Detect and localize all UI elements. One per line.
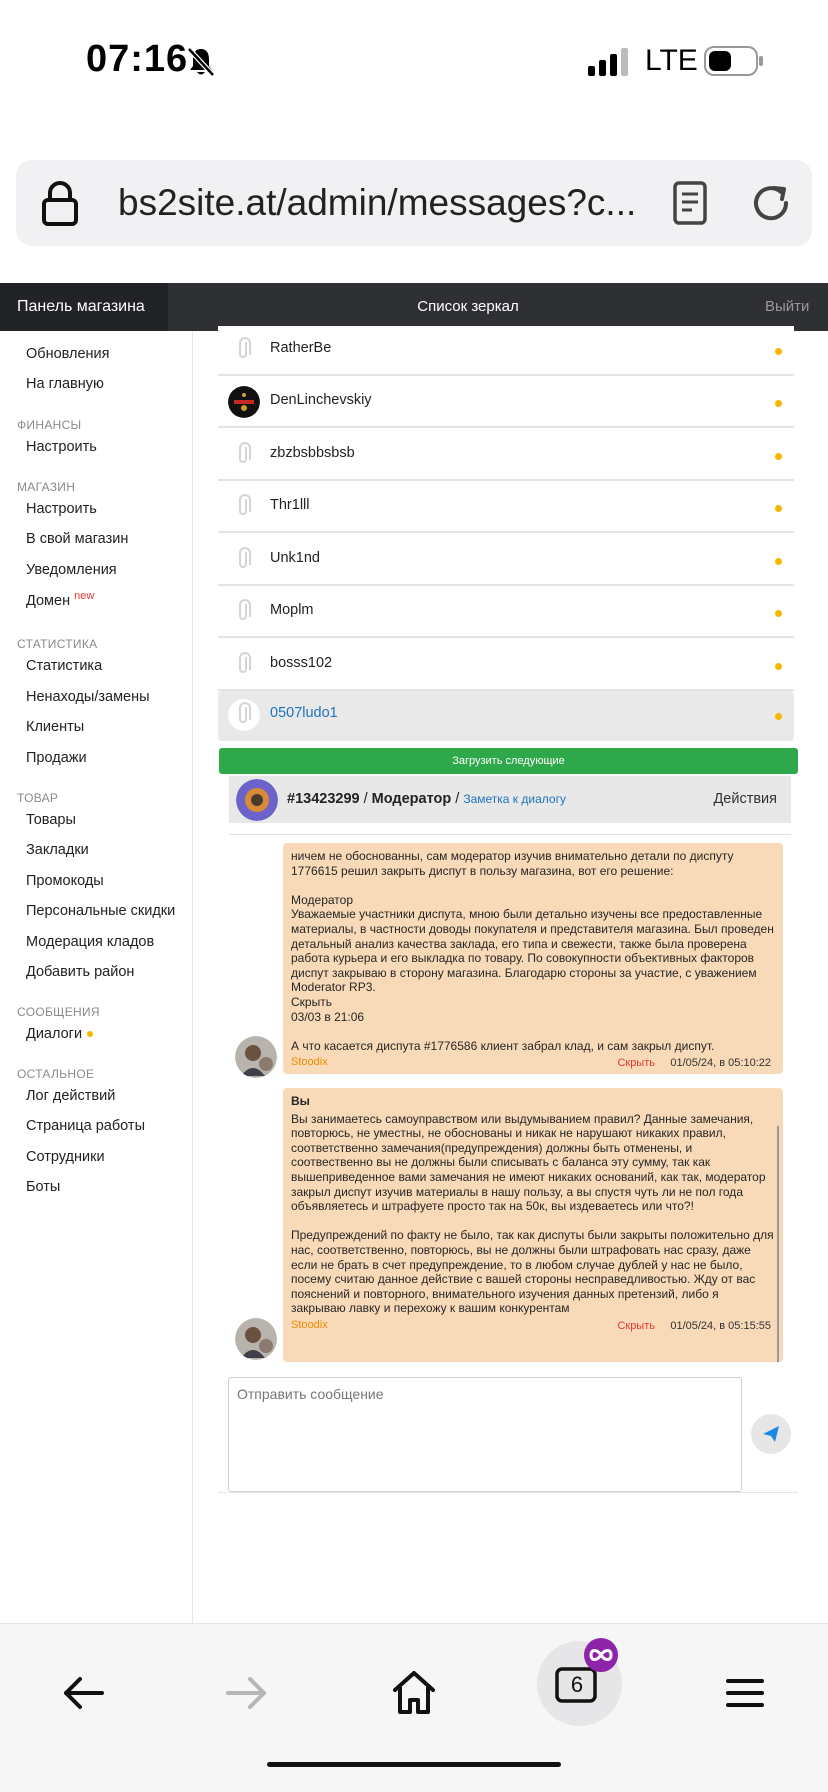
dialog-row[interactable] xyxy=(218,326,794,376)
hide-message-link[interactable]: Скрыть xyxy=(617,1057,655,1070)
divider xyxy=(218,1492,798,1493)
dialog-row[interactable] xyxy=(218,641,794,691)
message-text: ничем не обоснованны, сам модератор изучив внимательно детали по диспуту 1776615 решил закрыть диспут в пользу магазина, вот его решение: Модератор Уважаемые участники диспута, мною были детально изучены все предоставленные материалы, в частности доводы покупателя и представителя магазина. Был проведен детальный анализ качества заклада, его типа и свежести, также была проверена работа курьера и его выкладка по товару. По совокупности объективных факторов диспут закрываю в сторону магазина. Благодарю стороны за участие, с уважением Moderator RP3. Скрыть 03/03 в 21:06 А что касается диспута #1776586 клиент забрал клад, и сам закрыл диспут. xyxy=(291,849,774,1053)
sender-avatar xyxy=(235,1318,277,1360)
send-button[interactable] xyxy=(751,1414,791,1454)
chat-header xyxy=(229,776,791,823)
dialog-name: RatherBe xyxy=(270,340,332,356)
sender-avatar xyxy=(235,1036,277,1078)
battery-icon xyxy=(704,45,764,77)
status-dot xyxy=(775,610,782,617)
sidebar-item-notifications[interactable]: Уведомления xyxy=(26,562,117,578)
dialog-row[interactable] xyxy=(218,378,794,428)
status-dot xyxy=(775,558,782,565)
sidebar-item-domain-label: Домен xyxy=(26,593,71,609)
message-author: Вы xyxy=(291,1094,310,1108)
sidebar-item-dialogs[interactable] xyxy=(26,1026,93,1042)
status-time: 07:16 xyxy=(86,38,189,80)
sidebar-section-messages: СООБЩЕНИЯ xyxy=(17,1005,100,1019)
panel-title[interactable]: Панель магазина xyxy=(0,283,168,331)
message-sender[interactable]: Stoodix xyxy=(291,1056,328,1069)
sidebar-item-finance-settings[interactable]: Настроить xyxy=(26,439,97,455)
sidebar-item-bots[interactable]: Боты xyxy=(26,1179,61,1195)
attachment-icon xyxy=(228,334,260,366)
dialog-name: Thr1lll xyxy=(270,497,310,513)
private-mode-icon xyxy=(583,1637,619,1673)
sidebar xyxy=(0,331,193,1623)
dialog-row[interactable] xyxy=(218,483,794,533)
send-icon xyxy=(751,1414,791,1454)
tabs-button[interactable] xyxy=(537,1641,622,1726)
dialog-id: #13423299 xyxy=(287,791,360,807)
message-bubble xyxy=(283,843,783,1074)
home-indicator xyxy=(267,1762,561,1767)
mirrors-link[interactable]: Список зеркал xyxy=(417,298,519,315)
title-separator: / xyxy=(359,791,372,807)
attachment-icon xyxy=(228,699,260,731)
dialog-name: Unk1nd xyxy=(270,550,320,566)
attachment-icon xyxy=(228,491,260,523)
reload-icon[interactable] xyxy=(748,180,794,226)
actions-dropdown[interactable]: Действия xyxy=(713,791,777,807)
sidebar-item-bookmarks[interactable]: Закладки xyxy=(26,842,89,858)
message-bubble-own xyxy=(283,1088,783,1362)
message-time: 01/05/24, в 05:15:55 xyxy=(670,1319,771,1332)
status-dot xyxy=(775,400,782,407)
sidebar-item-action-log[interactable]: Лог действий xyxy=(26,1088,116,1104)
chat-title xyxy=(287,791,566,807)
admin-topbar xyxy=(0,283,828,331)
message-footer xyxy=(291,1316,775,1334)
sidebar-item-to-shop[interactable]: В свой магазин xyxy=(26,531,129,547)
sidebar-item-goods[interactable]: Товары xyxy=(26,812,76,828)
new-badge: new xyxy=(74,590,95,602)
load-next-button[interactable]: Загрузить следующие xyxy=(219,748,798,774)
status-dot xyxy=(775,453,782,460)
divider xyxy=(229,834,791,835)
sidebar-item-staff[interactable]: Сотрудники xyxy=(26,1149,105,1165)
sidebar-item-add-district[interactable]: Добавить район xyxy=(26,964,135,980)
attachment-icon xyxy=(228,649,260,681)
message-input[interactable] xyxy=(228,1377,742,1492)
sidebar-item-domain[interactable] xyxy=(26,590,95,609)
sidebar-item-updates[interactable]: Обновления xyxy=(26,346,110,362)
status-dot xyxy=(775,505,782,512)
chat-scrollbar[interactable] xyxy=(777,1126,779,1362)
sidebar-item-statistics[interactable]: Статистика xyxy=(26,658,103,674)
dialog-role: Модератор xyxy=(371,791,452,807)
sidebar-item-sales[interactable]: Продажи xyxy=(26,750,87,766)
forward-icon[interactable] xyxy=(222,1668,272,1718)
logout-link[interactable]: Выйти xyxy=(765,298,810,315)
sidebar-item-misses[interactable]: Ненаходы/замены xyxy=(26,689,150,705)
attachment-icon xyxy=(228,439,260,471)
title-separator: / xyxy=(451,791,464,807)
message-sender[interactable]: Stoodix xyxy=(291,1318,328,1331)
dialog-row[interactable] xyxy=(218,431,794,481)
dialog-row[interactable] xyxy=(218,588,794,638)
attachment-icon xyxy=(228,544,260,576)
back-icon[interactable] xyxy=(58,1668,108,1718)
lock-icon xyxy=(40,180,80,226)
sidebar-item-work-page[interactable]: Страница работы xyxy=(26,1118,145,1134)
sidebar-item-home[interactable]: На главную xyxy=(26,376,104,392)
status-dot xyxy=(775,713,782,720)
message-footer xyxy=(291,1053,775,1071)
dialog-name: Moplm xyxy=(270,602,314,618)
sidebar-section-goods: ТОВАР xyxy=(17,791,59,805)
dialog-note-link[interactable]: Заметка к диалогу xyxy=(463,792,566,806)
url-text[interactable]: bs2site.at/admin/messages?c... xyxy=(118,182,637,223)
sidebar-section-other: ОСТАЛЬНОЕ xyxy=(17,1067,95,1081)
unread-dot xyxy=(87,1031,93,1037)
sidebar-section-shop: МАГАЗИН xyxy=(17,480,76,494)
message-time: 01/05/24, в 05:10:22 xyxy=(670,1057,771,1070)
sidebar-section-finance: ФИНАНСЫ xyxy=(17,418,82,432)
dialog-row-active[interactable] xyxy=(218,691,794,741)
moderator-avatar xyxy=(236,779,278,821)
dialog-row[interactable] xyxy=(218,536,794,586)
status-bar xyxy=(0,0,828,140)
sidebar-item-personal-discounts[interactable]: Персональные скидки xyxy=(26,903,176,919)
dialog-name: zbzbsbbsbsb xyxy=(270,445,355,461)
address-bar[interactable] xyxy=(16,160,812,246)
status-dot xyxy=(775,348,782,355)
sidebar-item-shop-settings[interactable]: Настроить xyxy=(26,501,97,517)
tab-count: 6 xyxy=(570,1672,584,1697)
dialog-name: bosss102 xyxy=(270,655,333,671)
signal-icon xyxy=(588,48,632,76)
network-label: LTE xyxy=(645,44,698,77)
reader-mode-icon[interactable] xyxy=(670,180,710,226)
bell-off-icon xyxy=(186,46,216,78)
message-text: Вы занимаетесь самоуправством или выдумыванием правил? Данные замечания, повторюсь, не уместны, не обоснованы и никак не нарушают никаких правил, соответственно замечания(предупреждения) должны быть отменены, и соотвественно вы не должны были списывать с баланса эту сумму, так как вышеприведенное вами замечания не имеют никаких оснований, как так, модератор закрыл диспут изучив материалы в нашу пользу, а вы спустя чуть ли не пол года объявляетесь и штрафуете просто так на 50к, вы издеваетесь или что?! Предупреждений по факту не было, так как диспуты были закрыты положительно для нас, соответственно, повторюсь, вы не должны были штрафовать нас сразу, даже если не брать в счет предупреждение, то в любом случае дублей у нас не было, посему считаю данное действие с вашей стороны несправедливостью. Жду от вас пояснений и повторного, внимательного изучения данных претензий, либо я закрываю лавку и перехожу к вашим конкурентам xyxy=(291,1111,774,1316)
home-icon[interactable] xyxy=(389,1668,439,1718)
sidebar-section-stats: СТАТИСТИКА xyxy=(17,637,98,651)
dialog-name: DenLinchevskiy xyxy=(270,392,372,408)
sidebar-item-moderation[interactable]: Модерация кладов xyxy=(26,934,155,950)
status-dot xyxy=(775,663,782,670)
sidebar-item-promocodes[interactable]: Промокоды xyxy=(26,873,104,889)
dialog-name: 0507ludo1 xyxy=(270,705,338,721)
sidebar-item-dialogs-label: Диалоги xyxy=(26,1026,83,1042)
menu-icon[interactable] xyxy=(720,1668,770,1718)
sidebar-item-clients[interactable]: Клиенты xyxy=(26,719,85,735)
attachment-icon xyxy=(228,596,260,628)
hide-message-link[interactable]: Скрыть xyxy=(617,1319,655,1332)
user-avatar-icon xyxy=(228,386,260,418)
